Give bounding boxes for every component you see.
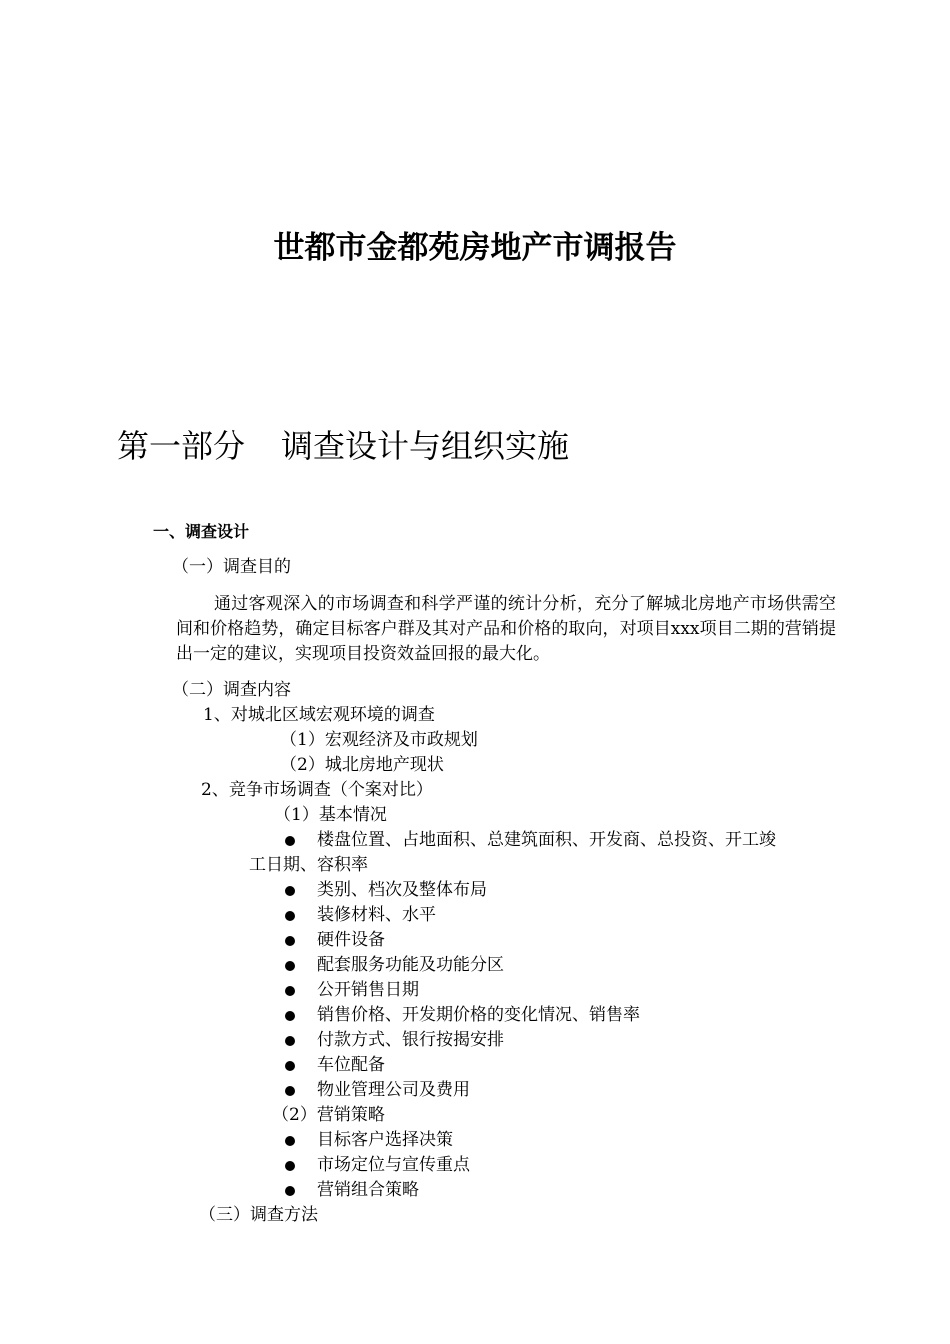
bullet-icon <box>285 1161 295 1171</box>
bullet-icon <box>285 936 295 946</box>
list-item-text: 装修材料、水平 <box>317 905 436 925</box>
list-item <box>249 828 839 878</box>
content-item-2: 2、竞争市场调查（个案对比） <box>201 780 433 800</box>
subsection-heading-content: （二）调查内容 <box>172 680 291 700</box>
list-item <box>285 1128 453 1153</box>
list-item <box>285 1003 640 1028</box>
list-item <box>285 1078 470 1103</box>
list-item-text: 营销组合策略 <box>317 1180 419 1200</box>
list-item <box>285 878 487 903</box>
content-item-1-sub-1: （1）宏观经济及市政规划 <box>280 730 478 750</box>
bullet-icon <box>285 986 295 996</box>
subsection-heading-method: （三）调查方法 <box>199 1205 318 1225</box>
list-item <box>285 978 419 1003</box>
list-item <box>285 953 504 978</box>
purpose-paragraph: 通过客观深入的市场调查和科学严谨的统计分析，充分了解城北房地产市场供需空间和价格趋势，确定目标客户群及其对产品和价格的取向，对项目xxx项目二期的营销提出一定的建议，实现项目投资效益回报的最大化。 <box>176 594 836 664</box>
list-item-text: 类别、档次及整体布局 <box>317 880 487 900</box>
list-item-text: 物业管理公司及费用 <box>317 1080 470 1100</box>
part-heading <box>117 424 569 468</box>
list-item-text: 销售价格、开发期价格的变化情况、销售率 <box>317 1005 640 1025</box>
bullet-icon <box>285 1136 295 1146</box>
document-title: 世都市金都苑房地产市调报告 <box>273 230 677 266</box>
list-item <box>285 903 436 928</box>
list-item-text: 付款方式、银行按揭安排 <box>317 1030 504 1050</box>
marketing-heading: （2）营销策略 <box>272 1105 385 1125</box>
bullet-icon <box>285 886 295 896</box>
list-item-text: 市场定位与宣传重点 <box>317 1155 470 1175</box>
list-item-text-continued: 工日期、容积率 <box>249 855 368 875</box>
list-item <box>285 1153 470 1178</box>
bullet-icon <box>285 836 295 846</box>
list-item-text: 车位配备 <box>317 1055 385 1075</box>
bullet-icon <box>285 1086 295 1096</box>
section-heading: 一、调查设计 <box>153 522 250 541</box>
basic-info-heading: （1）基本情况 <box>274 805 387 825</box>
content-item-1: 1、对城北区域宏观环境的调查 <box>203 705 435 725</box>
list-item <box>285 1028 504 1053</box>
content-item-1-sub-2: （2）城北房地产现状 <box>280 755 444 775</box>
bullet-icon <box>285 911 295 921</box>
bullet-icon <box>285 1011 295 1021</box>
list-item-text: 楼盘位置、占地面积、总建筑面积、开发商、总投资、开工竣 <box>317 830 776 850</box>
list-item <box>285 1178 419 1203</box>
list-item <box>285 1053 385 1078</box>
part-label: 第一部分 <box>117 427 246 465</box>
list-item <box>285 928 385 953</box>
bullet-icon <box>285 1061 295 1071</box>
list-item-text: 目标客户选择决策 <box>317 1130 453 1150</box>
bullet-icon <box>285 1036 295 1046</box>
list-item-text: 配套服务功能及功能分区 <box>317 955 504 975</box>
part-name: 调查设计与组织实施 <box>281 427 570 465</box>
list-item-text: 硬件设备 <box>317 930 385 950</box>
subsection-heading-purpose: （一）调查目的 <box>172 557 291 577</box>
bullet-icon <box>285 961 295 971</box>
bullet-icon <box>285 1186 295 1196</box>
list-item-text: 公开销售日期 <box>317 980 419 1000</box>
